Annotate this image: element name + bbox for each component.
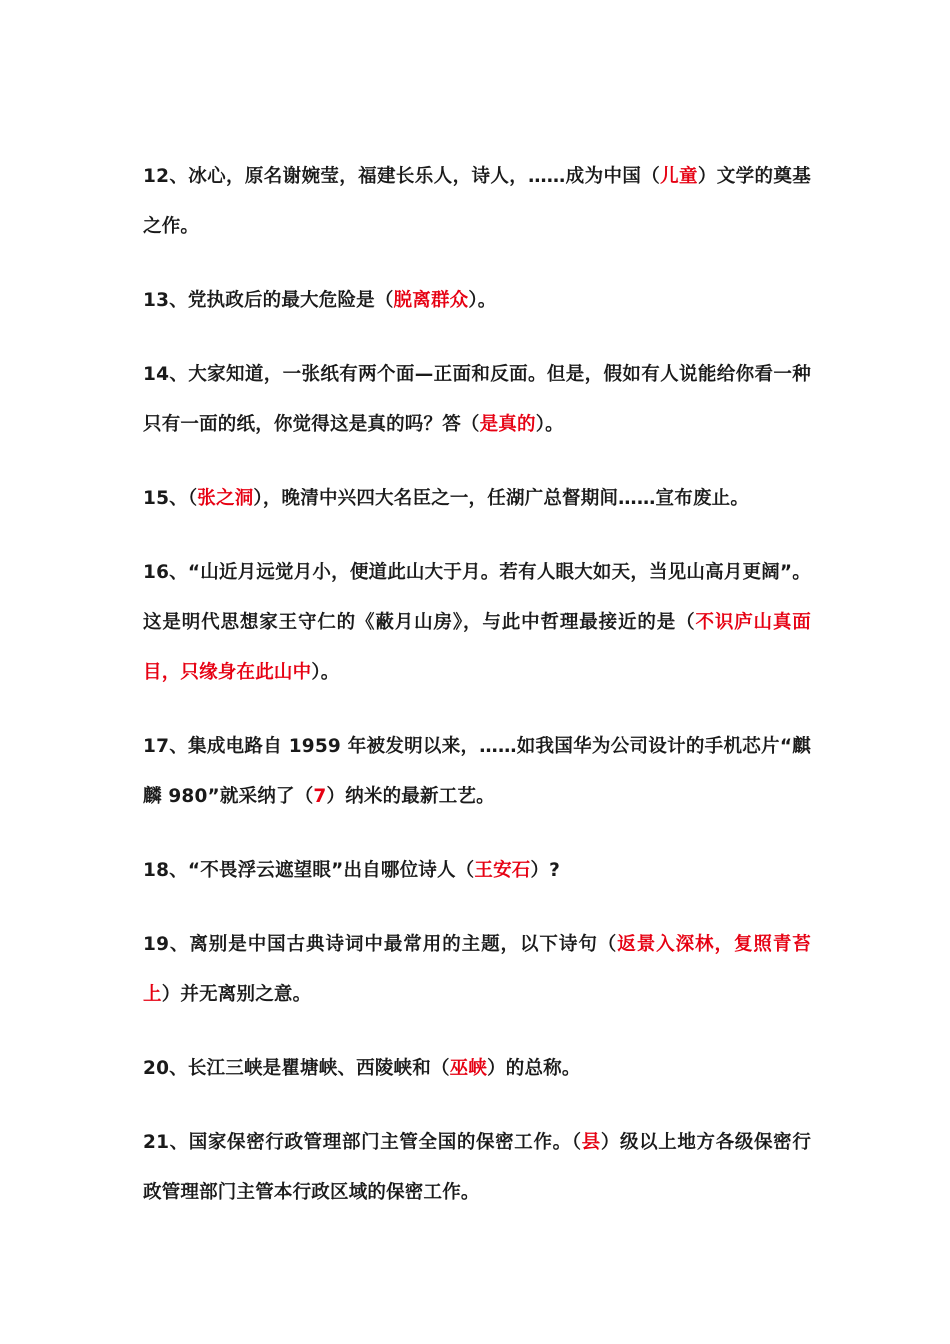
answer-text: 7 (313, 786, 327, 807)
question-text: ）文学的奠基之作。 (143, 166, 812, 237)
question-text: ）? (530, 860, 561, 881)
answer-text: 巫峡 (449, 1058, 488, 1079)
answer-text: 张之洞 (197, 488, 254, 509)
question-text: 15、（ (143, 488, 198, 509)
question-text: 18、“不畏浮云遮望眼”出自哪位诗人（ (143, 860, 475, 881)
answer-text: 王安石 (474, 860, 531, 881)
question-text: ），晚清中兴四大名臣之一，任湖广总督期间……宣布废止。 (253, 488, 750, 509)
answer-text: 儿童 (660, 166, 698, 187)
question-text: 13、党执政后的最大危险是（ (143, 290, 394, 311)
answer-text: 县 (581, 1132, 601, 1153)
document-page (143, 152, 811, 1242)
question-20 (143, 1044, 811, 1094)
question-text: 20、长江三峡是瞿塘峡、西陵峡和（ (143, 1058, 450, 1079)
question-text: 19、离别是中国古典诗词中最常用的主题，以下诗句（ (143, 934, 618, 955)
question-text: 16、“山近月远觉月小，便道此山大于月。若有人眼大如天，当见山高月更阔”。这是明代思想家王守仁的《蔽月山房》，与此中哲理最接近的是（ (143, 562, 811, 633)
question-15 (143, 474, 811, 524)
answer-text: 脱离群众 (393, 290, 469, 311)
answer-text: 是真的 (479, 414, 536, 435)
question-14 (143, 350, 811, 450)
question-19 (143, 920, 811, 1020)
answer-text: 返景入深林，复照青苔上 (143, 934, 811, 1005)
question-18 (143, 846, 811, 896)
question-17 (143, 722, 811, 822)
question-text: 12、冰心，原名谢婉莹，福建长乐人，诗人，……成为中国（ (143, 166, 661, 187)
question-21 (143, 1118, 811, 1218)
question-12 (143, 152, 811, 252)
question-16 (143, 548, 811, 698)
question-text: 17、集成电路自 1959 年被发明以来，……如我国华为公司设计的手机芯片“麒麟 980”就采纳了（ (143, 736, 811, 807)
question-text: ）。 (311, 662, 340, 683)
question-text: ）的总称。 (487, 1058, 581, 1079)
question-text: ）级以上地方各级保密行政管理部门主管本行政区域的保密工作。 (143, 1132, 812, 1203)
question-13 (143, 276, 811, 326)
answer-text: 不识庐山真面目，只缘身在此山中 (143, 612, 811, 683)
question-text: ）并无离别之意。 (161, 984, 312, 1005)
question-text: 21、国家保密行政管理部门主管全国的保密工作。（ (143, 1132, 582, 1153)
question-text: ）纳米的最新工艺。 (326, 786, 495, 807)
question-text: ）。 (468, 290, 497, 311)
question-text: 14、大家知道，一张纸有两个面—正面和反面。但是，假如有人说能给你看一种只有一面的纸，你觉得这是真的吗？答（ (143, 364, 811, 435)
question-text: ）。 (535, 414, 564, 435)
